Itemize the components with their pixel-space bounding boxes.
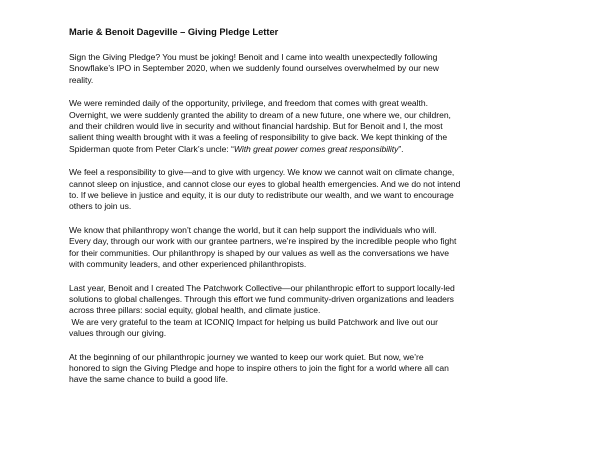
text-line: We know that philanthropy won’t change the world, but it can help support the individuals who will.: [69, 224, 437, 235]
text-line: solutions to global challenges. Through this effort we fund community-driven organizations and leaders: [69, 293, 454, 304]
paragraph-4: [69, 225, 569, 271]
text-line: Snowflake’s IPO in September 2020, when we suddenly found ourselves overwhelmed by our new: [69, 63, 439, 74]
spiderman-quote: With great power comes great responsibility: [233, 143, 399, 154]
text-line: Every day, through our work with our grantee partners, we’re inspired by the incredible people who fight: [69, 236, 457, 247]
letter-page: [69, 27, 569, 398]
text-line-quote: [69, 144, 569, 155]
paragraph-7: [69, 352, 569, 386]
text-line: We feel a responsibility to give—and to give with urgency. We know we cannot wait on climate change,: [69, 167, 455, 178]
text-line: for their communities. Our philanthropy is shaped by our values as well as the conversations we have: [69, 247, 450, 258]
paragraph-6: [69, 317, 569, 340]
paragraph-2: [69, 98, 569, 155]
text-line: have the same chance to build a good life.: [69, 374, 228, 385]
text-line: to. If we believe in justice and equity, it is our duty to redistribute our wealth, and we want to encourage: [69, 190, 454, 201]
text-line: reality.: [69, 74, 94, 85]
text-line: across three pillars: social equity, global health, and climate justice.: [69, 305, 321, 316]
text-line: honored to sign the Giving Pledge and hope to inspire others to join the fight for a world where all can: [69, 362, 449, 373]
text-line: cannot sleep on injustice, and cannot close our eyes to global health emergencies. And we do not intend: [69, 178, 461, 189]
letter-title: Marie & Benoit Dageville – Giving Pledge Letter: [69, 27, 279, 37]
text-line: We are very grateful to the team at ICONIQ Impact for helping us build Patchwork and live out our: [69, 316, 438, 327]
paragraph-1: [69, 52, 569, 86]
text-line: At the beginning of our philanthropic journey we wanted to keep our work quiet. But now, we’re: [69, 351, 424, 362]
paragraph-5: [69, 283, 569, 317]
quote-suffix: ”.: [398, 143, 404, 154]
text-line: salient thing wealth brought with it was a feeling of responsibility to give back. We kept thinking of the: [69, 132, 448, 143]
text-line: values through our giving.: [69, 328, 167, 339]
text-line: and their children would live in security and without financial hardship. But for Benoit and I, the most: [69, 121, 443, 132]
text-line: Last year, Benoit and I created The Patchwork Collective—our philanthropic effort to support locally-led: [69, 282, 455, 293]
text-line: Sign the Giving Pledge? You must be joking! Benoit and I came into wealth unexpectedly following: [69, 52, 438, 62]
quote-prefix: Spiderman quote from Peter Clark’s uncle: “: [69, 143, 234, 154]
paragraph-3: [69, 167, 569, 213]
text-line: Overnight, we were suddenly granted the ability to dream of a new future, one where we, our children,: [69, 109, 451, 120]
text-line: with community leaders, and other experienced philanthropists.: [69, 259, 307, 270]
text-line: others to join us.: [69, 201, 132, 212]
text-line: We were reminded daily of the opportunity, privilege, and freedom that comes with great wealth.: [69, 98, 428, 109]
